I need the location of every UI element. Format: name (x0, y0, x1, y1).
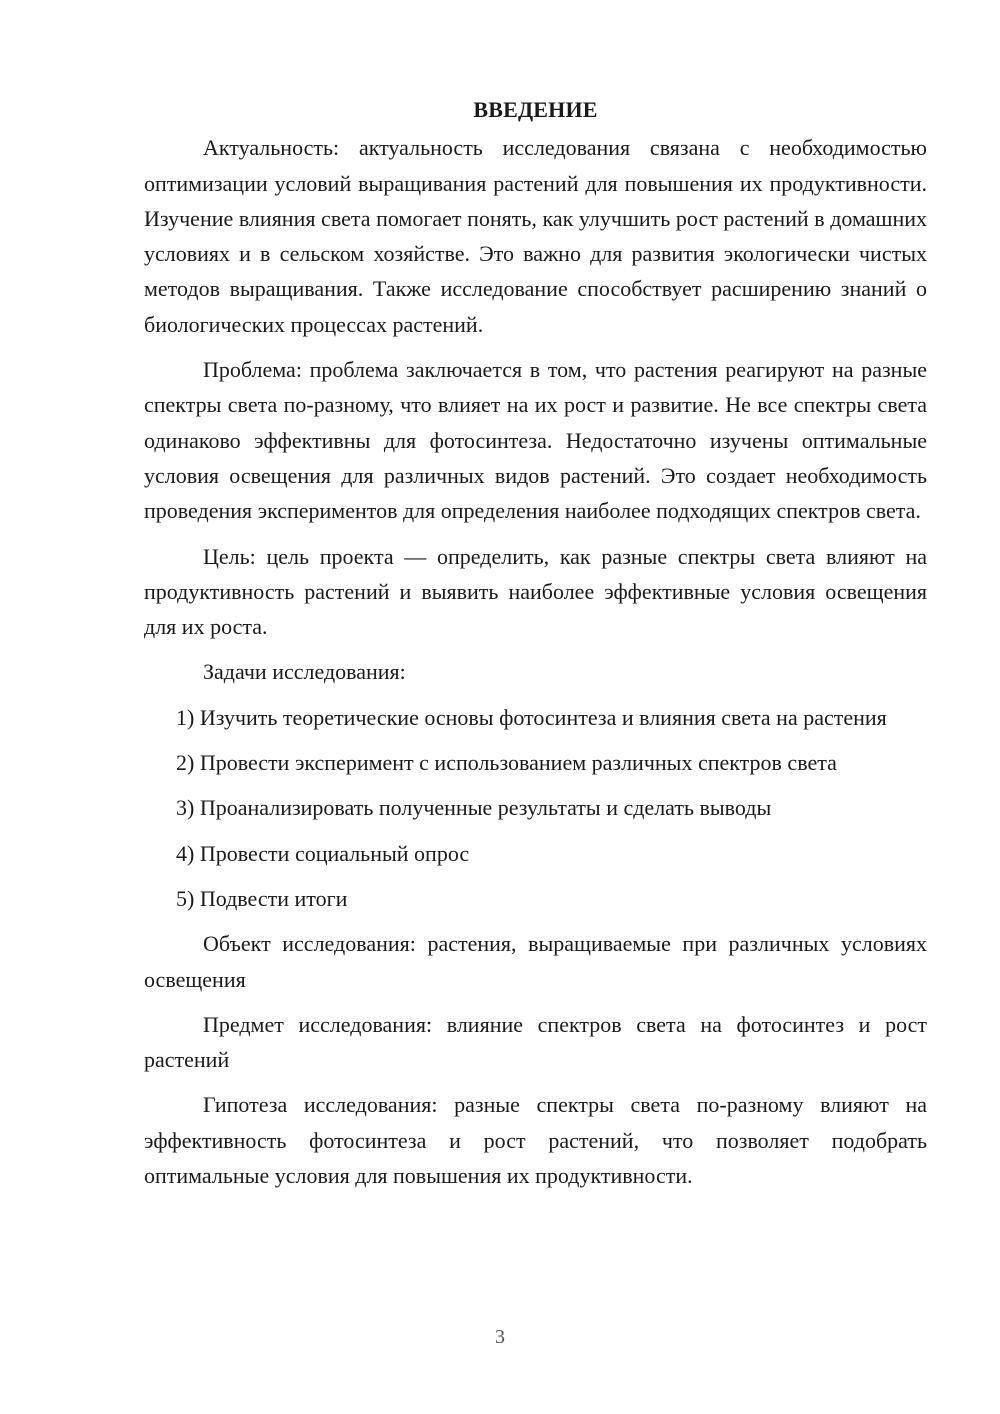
section-title: ВВЕДЕНИЕ (473, 97, 598, 122)
hypothesis-paragraph: Гипотеза исследования: разные спектры света по-разному влияют на эффективность фотосинтеза и рост растений, что позволяет подобрать оптимальные условия для повышения их продуктивности. (144, 1092, 927, 1189)
task-item: 1) Изучить теоретические основы фотосинтеза и влияния света на растения (176, 704, 887, 730)
tasks-label: Задачи исследования: (203, 659, 406, 685)
document-page (144, 92, 927, 1193)
tasks-list (144, 700, 927, 916)
relevance-paragraph: Актуальность: актуальность исследования связана с необходимостью оптимизации условий выращивания растений для повышения их продуктивности. Изучение влияния света помогает понять, как улучшить рост растений в домашних условиях и в сельском хозяйстве. Это важно для развития экологически чистых методов выращивания. Также исследование способствует расширению знаний о биологических процессах растений. (144, 135, 927, 337)
task-item: 2) Провести эксперимент с использованием различных спектров света (176, 750, 837, 776)
goal-paragraph: Цель: цель проекта — определить, как разные спектры света влияют на продуктивность растений и выявить наиболее эффективные условия освещения для их роста. (144, 543, 927, 640)
task-item: 4) Провести социальный опрос (176, 840, 470, 866)
subject-paragraph: Предмет исследования: влияние спектров света на фотосинтез и рост растений (144, 1011, 927, 1073)
object-paragraph: Объект исследования: растения, выращиваемые при различных условиях освещения (144, 931, 927, 992)
task-item: 5) Подвести итоги (176, 885, 348, 911)
page-number: 3 (495, 1326, 505, 1348)
problem-paragraph: Проблема: проблема заключается в том, что растения реагируют на разные спектры света по-разному, что влияет на их рост и развитие. Не все спектры света одинаково эффективны для фотосинтеза. Недостаточно изучены оптимальные условия освещения для различных видов растений. Это создает необходимость проведения экспериментов для определения наиболее подходящих спектров света. (144, 357, 927, 524)
task-item: 3) Проанализировать полученные результаты и сделать выводы (176, 795, 772, 821)
